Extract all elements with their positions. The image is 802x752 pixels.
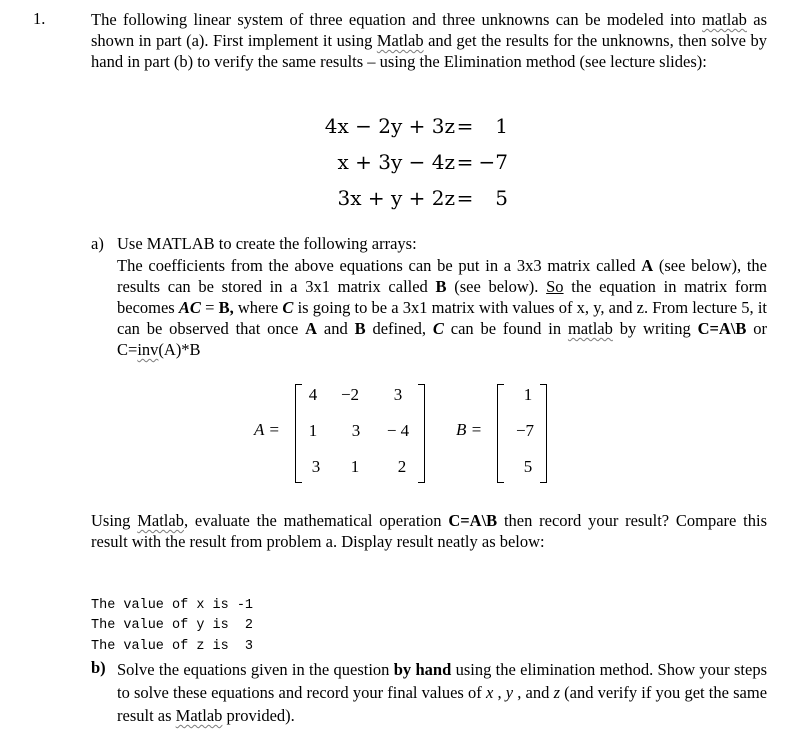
evaluate-matlab: Matlab: [137, 511, 184, 530]
part-a-bold: B: [435, 277, 447, 296]
part-b-text: Solve the equations given in the question: [117, 660, 394, 679]
part-a-bold-italic: C: [282, 298, 294, 317]
part-b-bold: by hand: [393, 660, 452, 679]
matrix-a-cell: 2: [397, 457, 407, 476]
part-a-text: defined,: [365, 319, 433, 338]
part-a-text: and: [317, 319, 355, 338]
output-line-x: The value of x is -1: [91, 597, 254, 613]
part-b-text: ,: [493, 683, 506, 702]
part-a-bold: B,: [218, 298, 234, 317]
output-line-z: The value of z is 3: [91, 638, 254, 654]
part-b-matlab: Matlab: [175, 706, 223, 725]
part-a-body: [117, 255, 767, 360]
part-b-var-x: x: [485, 683, 494, 702]
matrix-b-left-bracket: [497, 384, 504, 483]
matrix-a-cell: 3: [351, 421, 361, 440]
part-b-var-z: z: [553, 683, 560, 702]
part-a-underlined: So: [546, 277, 564, 296]
part-a-text: (see below).: [446, 277, 547, 296]
part-a-bold: A: [641, 256, 654, 275]
matrix-a-cell: −2: [340, 385, 360, 404]
matrix-a-cell: − 4: [386, 421, 410, 440]
equation-3-rhs: 5: [495, 186, 508, 210]
evaluate-text: then record your result? Compare this result with the result from problem a. Display result neatly as below:: [91, 511, 767, 551]
equation-1-rhs: 1: [495, 114, 508, 138]
part-a-matlab: matlab: [567, 319, 613, 338]
part-b-text: (and verify if you get the same result as: [117, 683, 768, 725]
equation-3-equals: =: [456, 186, 474, 210]
part-a-text: by writing: [612, 319, 698, 338]
part-b-text: , and: [513, 683, 554, 702]
evaluate-text: , evaluate the mathematical operation: [183, 511, 449, 530]
part-a-inv: inv: [137, 340, 159, 359]
part-b-text: provided).: [222, 706, 295, 725]
equation-1-lhs: 4x − 2y + 3z: [324, 114, 455, 138]
matrix-b-cell: 1: [523, 385, 533, 404]
part-a-label: a): [91, 234, 104, 253]
matrix-a-label: A =: [254, 420, 280, 439]
part-a-heading: Use MATLAB to create the following arrays:: [117, 234, 417, 253]
evaluate-text: Using: [91, 511, 138, 530]
part-a-text: =: [200, 298, 219, 317]
matrix-b-cell: 5: [523, 457, 533, 476]
equation-2-equals: =: [456, 150, 474, 174]
part-a-command: C=A\B: [697, 319, 747, 338]
part-a-text: the equation in matrix form becomes: [117, 277, 767, 317]
matrix-a-cell: 1: [350, 457, 360, 476]
evaluate-command: C=A\B: [448, 511, 498, 530]
intro-paragraph: [91, 9, 767, 72]
part-a-text: or C=: [117, 319, 767, 359]
matrix-b-label: B =: [456, 420, 483, 439]
equation-1-equals: =: [456, 114, 474, 138]
part-b-var-y: y: [505, 683, 514, 702]
part-a-text: (see below), the results can be stored in a 3x1 matrix called: [117, 256, 767, 296]
part-a-bold-italic: C: [432, 319, 444, 338]
part-b-text: using the elimination method. Show your steps to solve these equations and record your final values of: [117, 660, 767, 702]
part-a-text: where: [233, 298, 283, 317]
output-line-y: The value of y is 2: [91, 618, 254, 633]
intro-text-2: as shown in part (a). First implement it using: [91, 10, 767, 50]
equation-2-rhs: −7: [478, 150, 508, 174]
part-a-bold: B: [354, 319, 366, 338]
equation-3-lhs: 3x + y + 2z: [337, 186, 455, 210]
intro-matlab-1: matlab: [702, 10, 747, 29]
part-b-body: [117, 658, 767, 727]
part-a-bold-italic: AC: [178, 298, 201, 317]
matrix-a-cell: 3: [393, 385, 403, 404]
intro-text-3: and get the results for the unknowns, then solve by hand in part (b) to verify the same results – using the Elimination method (see lecture slides):: [91, 31, 767, 71]
part-a-bold: A: [305, 319, 318, 338]
question-number: 1.: [33, 9, 46, 28]
equation-2-lhs: x + 3y − 4z: [337, 150, 455, 174]
part-a-text: can be found in: [443, 319, 568, 338]
part-b-label: b): [91, 658, 106, 677]
matrix-a-cell: 4: [308, 385, 318, 404]
part-a-text: The coefficients from the above equations can be put in a 3x3 matrix called: [117, 256, 642, 275]
matrix-b-cell: −7: [515, 421, 535, 440]
evaluate-paragraph: [91, 510, 767, 552]
part-a-text: (A)*B: [158, 340, 201, 359]
intro-matlab-2: Matlab: [376, 31, 424, 50]
intro-text-1: The following linear system of three equation and three unknowns can be modeled into: [91, 10, 703, 29]
part-a-text: is going to be a 3x1 matrix with values of x, y, and z. From lecture 5, it can be observed that once: [117, 298, 767, 338]
matrix-a-cell: 1: [308, 421, 318, 440]
matrix-a-cell: 3: [311, 457, 321, 476]
